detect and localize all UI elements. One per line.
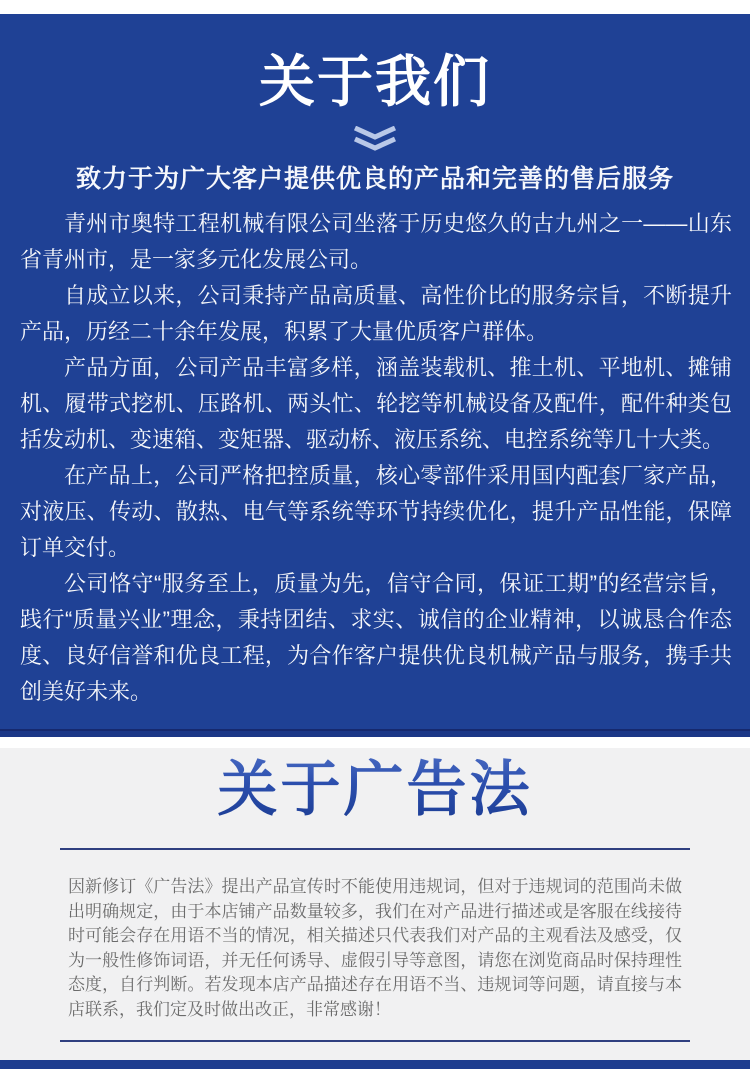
about-paragraph: 在产品上，公司严格把控质量，核心零部件采用国内配套厂家产品，对液压、传动、散热、电气等系统等环节持续优化，提升产品性能，保障订单交付。 <box>20 463 732 560</box>
ad-law-section <box>0 748 750 1060</box>
section-gap <box>0 737 750 748</box>
ad-law-body-text: 因新修订《广告法》提出产品宣传时不能使用违规词，但对于违规词的范围尚未做出明确规定，由于本店铺产品数量较多，我们在对产品进行描述或是客服在线接待时可能会存在用语不当的情况，相关描述只代表我们对产品的主观看法及感受，仅为一般性修饰词语，并无任何诱导、虚假引导等意图，请您在浏览商品时保持理性态度，自行判断。若发现本店产品描述存在用语不当、违规词等问题，请直接与本店联系，我们定及时做出改正，非常感谢！ <box>68 877 682 1019</box>
chevron-down-icon <box>0 126 750 152</box>
footer-blue-strip <box>0 1060 750 1069</box>
about-section-bottom-edge <box>0 729 750 737</box>
about-title: 关于我们 <box>259 50 491 113</box>
about-paragraph: 产品方面，公司产品丰富多样，涵盖装载机、推土机、平地机、摊铺机、履带式挖机、压路机、两头忙、轮挖等机械设备及配件，配件种类包括发动机、变速箱、变矩器、驱动桥、液压系统、电控系统等几十大类。 <box>20 355 732 452</box>
about-paragraph: 公司恪守“服务至上，质量为先，信守合同，保证工期”的经营宗旨，践行“质量兴业”理念，秉持团结、求实、诚信的企业精神，以诚恳合作态度、良好信誉和优良工程，为合作客户提供优良机械产品与服务，携手共创美好未来。 <box>20 571 732 704</box>
about-section <box>0 14 750 737</box>
ad-law-divider-top <box>60 848 690 850</box>
bottom-white-strip <box>0 1069 750 1082</box>
about-paragraph: 自成立以来，公司秉持产品高质量、高性价比的服务宗旨，不断提升产品，历经二十余年发展，积累了大量优质客户群体。 <box>20 283 732 344</box>
about-paragraph: 青州市奥特工程机械有限公司坐落于历史悠久的古九州之一——山东省青州市，是一家多元化发展公司。 <box>20 211 732 272</box>
top-white-strip <box>0 0 750 14</box>
ad-law-divider-bottom <box>60 1040 690 1042</box>
about-subtitle: 致力于为广大客户提供优良的产品和完善的售后服务 <box>75 165 674 193</box>
about-paragraphs <box>0 206 750 710</box>
ad-law-title: 关于广告法 <box>0 748 750 824</box>
